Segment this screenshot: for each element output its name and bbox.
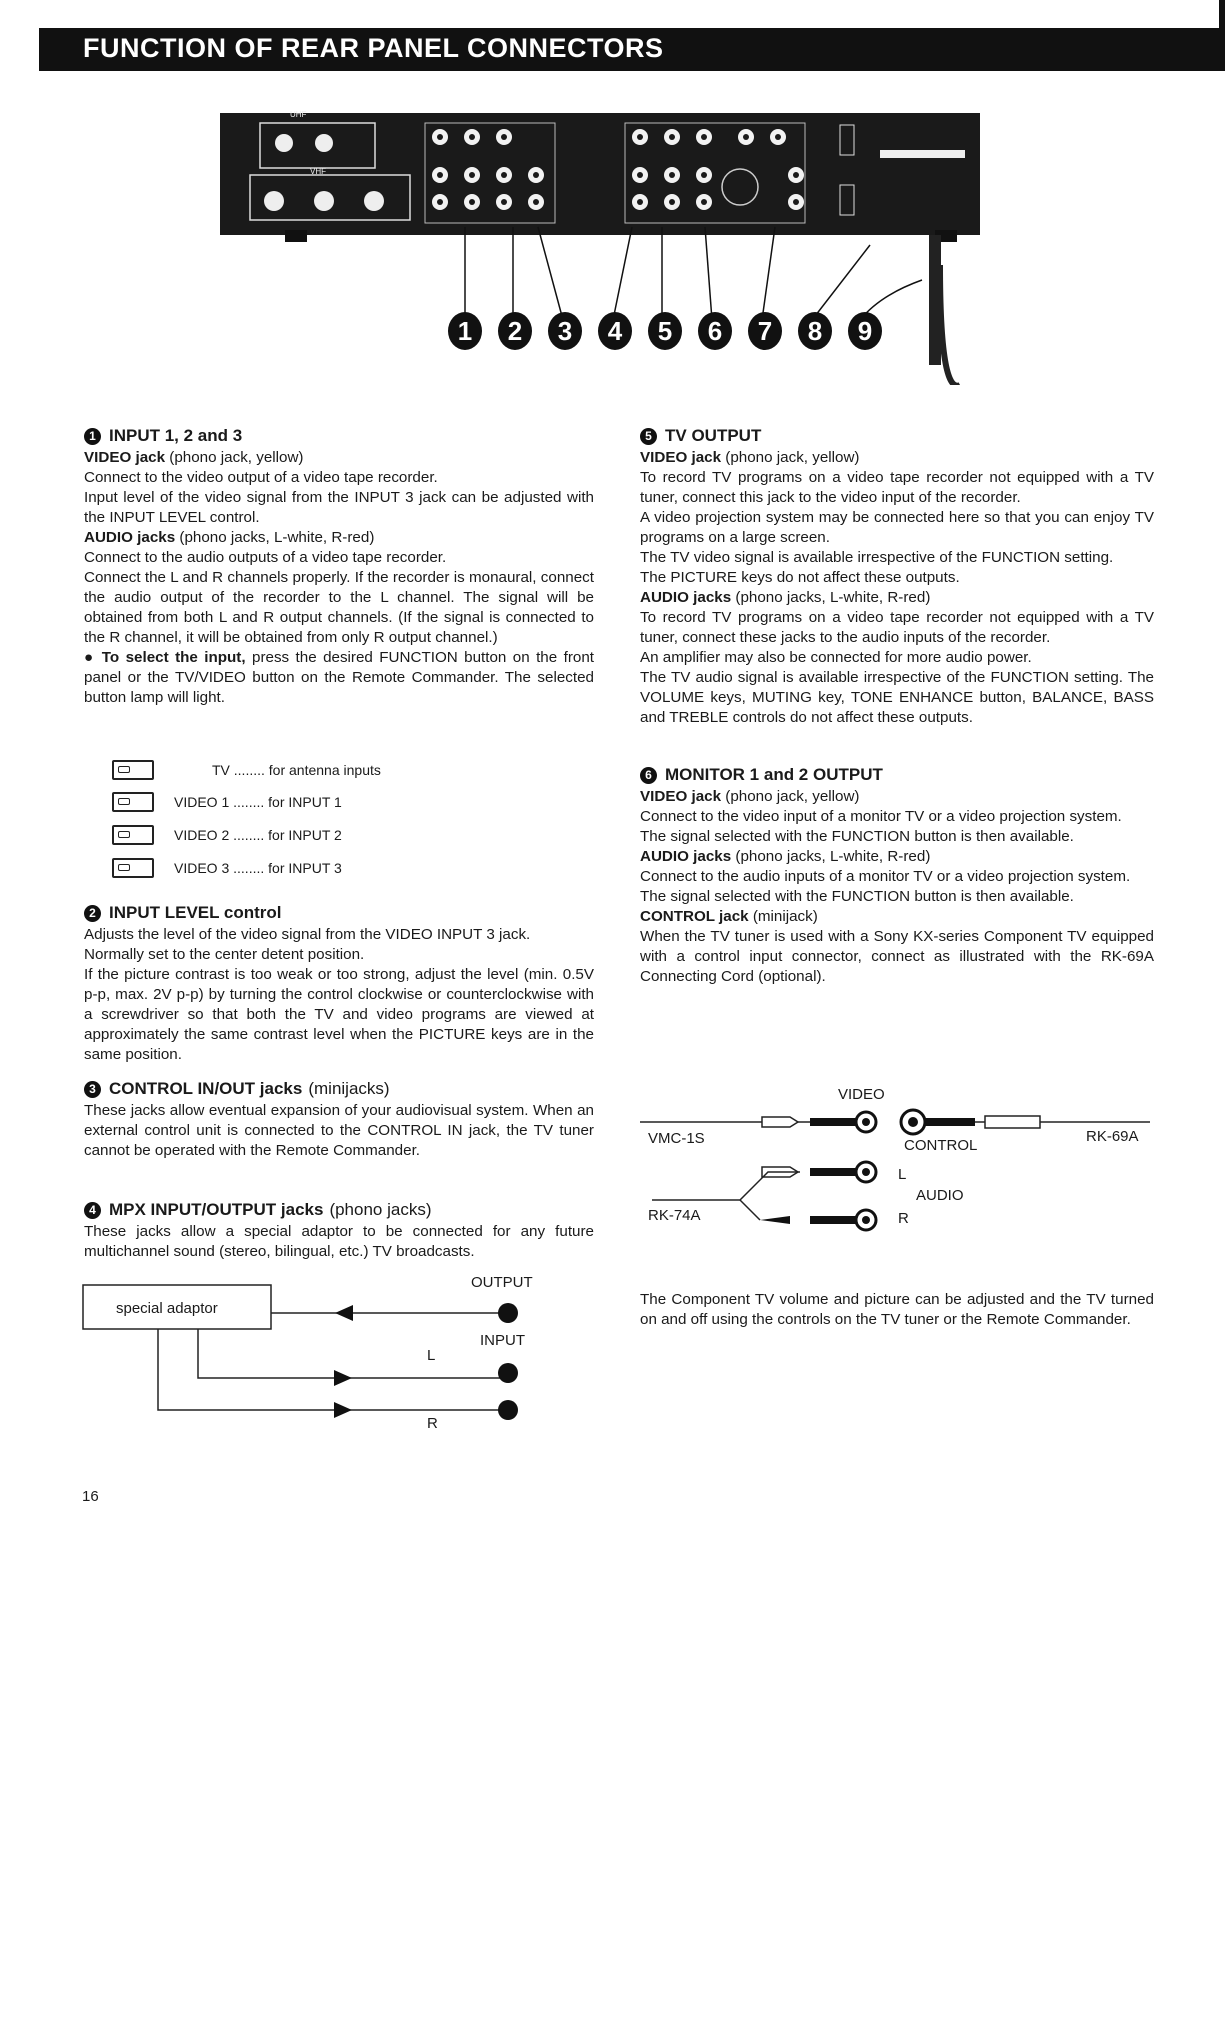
s6-paragraph: The signal selected with the FUNCTION button is then available.: [640, 888, 1074, 905]
s1-video-jack-desc: (phono jack, yellow): [165, 449, 304, 466]
function-button-label: VIDEO 2 ........ for INPUT 2: [174, 827, 342, 843]
section-3-number: 3: [84, 1081, 101, 1098]
s2-paragraph: If the picture contrast is too weak or too strong, adjust the level (min. 0.5V p-p, max. 2V p-p) by turning the control clockwise or counterclockwise with a screwdriver so that both the TV and video programs are viewed at approximately the same contrast level when the PICTURE keys are in the same position.: [84, 966, 594, 1063]
section-5-heading: [640, 426, 1154, 446]
callout-1: 1: [448, 312, 482, 350]
s3-paragraph: These jacks allow eventual expansion of your audiovisual system. When an external control unit is connected to the CONTROL IN jack, the TV tuner cannot be operated with the Remote Commander.: [84, 1102, 594, 1159]
callout-5: 5: [648, 312, 682, 350]
section-5-number: 5: [640, 428, 657, 445]
section-3-title: CONTROL IN/OUT jacks: [109, 1079, 303, 1098]
s1-audio-jacks: [84, 528, 594, 548]
l-audio-label: L: [898, 1166, 907, 1183]
s5-video-jack: [640, 448, 1154, 468]
s6-control-jack-term: CONTROL jack: [640, 908, 749, 925]
s1-audio-jacks-term: AUDIO jacks: [84, 529, 176, 546]
section-6: [640, 765, 1154, 987]
l-label: L: [427, 1347, 436, 1364]
section-3-heading: [84, 1079, 594, 1099]
s1-audio-jacks-desc: (phono jacks, L-white, R-red): [175, 529, 375, 546]
rk-69a-label: RK-69A: [1086, 1128, 1139, 1145]
s5-paragraph: The TV audio signal is available irrespective of the FUNCTION setting. The VOLUME keys, MUTING key, TONE ENHANCE button, BALANCE, BASS and TREBLE controls do not affect these outputs.: [640, 669, 1154, 726]
section-1-number: 1: [84, 428, 101, 445]
button-lamp-icon: [112, 792, 154, 812]
section-4-title-suffix: (phono jacks): [329, 1200, 432, 1219]
s5-paragraph: To record TV programs on a video tape recorder not equipped with a TV tuner, connect this jack to the video input of the recorder.: [640, 469, 1154, 506]
section-2-number: 2: [84, 905, 101, 922]
s6-paragraph: When the TV tuner is used with a Sony KX-series Component TV equipped with a control input connector, connect as illustrated with the RK-69A Connecting Cord (optional).: [640, 928, 1154, 985]
video-label: VIDEO: [838, 1086, 885, 1103]
s6-video-jack-term: VIDEO jack: [640, 788, 722, 805]
s1-paragraph: Connect to the audio outputs of a video tape recorder.: [84, 549, 447, 566]
function-button-tv: [112, 760, 381, 780]
callout-2: 2: [498, 312, 532, 350]
audio-label: AUDIO: [916, 1187, 964, 1204]
section-6-heading: [640, 765, 1154, 785]
s1-paragraph: Input level of the video signal from the INPUT 3 jack can be adjusted with the INPUT LEVEL control.: [84, 489, 594, 526]
button-lamp-icon: [112, 858, 154, 878]
section-2: [84, 903, 594, 1065]
s1-paragraph: Connect the L and R channels properly. If the recorder is monaural, connect the audio output of the recorder to the L channel. The signal will be obtained from both L and R output channels. (If the signal is connected to the R channel, it will be obtained from only R output channel.): [84, 569, 594, 646]
rk-74a-label: RK-74A: [648, 1207, 701, 1224]
section-1-title: INPUT 1, 2 and 3: [109, 426, 243, 445]
section-6-number: 6: [640, 767, 657, 784]
s5-paragraph: An amplifier may also be connected for more audio power.: [640, 649, 1032, 666]
s6-paragraph: Connect to the audio inputs of a monitor TV or a video projection system.: [640, 868, 1131, 885]
button-lamp-icon: [112, 825, 154, 845]
rear-panel-figure: [200, 95, 1025, 385]
callout-3: 3: [548, 312, 582, 350]
function-button-label: TV ........ for antenna inputs: [212, 762, 381, 778]
control-label: CONTROL: [904, 1137, 978, 1154]
section-2-title: INPUT LEVEL control: [109, 903, 282, 922]
page-title: FUNCTION OF REAR PANEL CONNECTORS: [83, 33, 664, 63]
function-button-video2: [112, 825, 342, 845]
s1-select-input: [84, 648, 594, 708]
callout-4: 4: [598, 312, 632, 350]
section-4: [84, 1200, 594, 1262]
vmc-1s-label: VMC-1S: [648, 1130, 705, 1147]
callout-8: 8: [798, 312, 832, 350]
s6-paragraph: The signal selected with the FUNCTION button is then available.: [640, 828, 1074, 845]
s6-paragraph: The Component TV volume and picture can be adjusted and the TV turned on and off using the controls on the TV tuner or the Remote Commander.: [640, 1291, 1154, 1328]
s1-select-input-term: ● To select the input,: [84, 649, 246, 666]
s6-control-jack-desc: (minijack): [748, 908, 818, 925]
callout-9: 9: [848, 312, 882, 350]
s6-control-jack: [640, 907, 1154, 927]
s5-audio-jacks-desc: (phono jacks, L-white, R-red): [731, 589, 931, 606]
section-1: [84, 426, 594, 708]
s1-video-jack: [84, 448, 594, 468]
s5-paragraph: To record TV programs on a video tape recorder not equipped with a TV tuner, connect these jacks to the audio inputs of the recorder.: [640, 609, 1154, 646]
s6-audio-jacks: [640, 847, 1154, 867]
vhf-label: VHF: [310, 167, 326, 176]
r-audio-label: R: [898, 1210, 909, 1227]
r-label: R: [427, 1415, 438, 1432]
section-1-heading: [84, 426, 594, 446]
s6-audio-jacks-desc: (phono jacks, L-white, R-red): [731, 848, 931, 865]
section-3-title-suffix: (minijacks): [308, 1079, 390, 1098]
section-3: [84, 1079, 594, 1161]
section-2-heading: [84, 903, 594, 923]
s6-paragraph: Connect to the video input of a monitor TV or a video projection system.: [640, 808, 1122, 825]
s6-audio-jacks-term: AUDIO jacks: [640, 848, 732, 865]
section-6-title: MONITOR 1 and 2 OUTPUT: [665, 765, 883, 784]
s5-paragraph: The PICTURE keys do not affect these outputs.: [640, 569, 960, 586]
s5-audio-jacks-term: AUDIO jacks: [640, 589, 732, 606]
s1-paragraph: Connect to the video output of a video tape recorder.: [84, 469, 438, 486]
title-bar: [39, 28, 1225, 71]
section-5-title: TV OUTPUT: [665, 426, 762, 445]
s6-video-jack-desc: (phono jack, yellow): [721, 788, 860, 805]
section-4-heading: [84, 1200, 594, 1220]
function-button-label: VIDEO 3 ........ for INPUT 3: [174, 860, 342, 876]
function-button-video1: [112, 792, 342, 812]
s4-paragraph: These jacks allow a special adaptor to be connected for any future multichannel sound (stereo, bilingual, etc.) TV broadcasts.: [84, 1223, 594, 1260]
function-button-video3: [112, 858, 342, 878]
uhf-label: UHF: [290, 110, 307, 119]
input-label: INPUT: [480, 1332, 525, 1349]
s5-video-jack-desc: (phono jack, yellow): [721, 449, 860, 466]
callout-6: 6: [698, 312, 732, 350]
section-4-title: MPX INPUT/OUTPUT jacks: [109, 1200, 324, 1219]
page-number: 16: [82, 1488, 99, 1505]
s5-audio-jacks: [640, 588, 1154, 608]
section-5: [640, 426, 1154, 728]
s2-paragraph: Normally set to the center detent position.: [84, 946, 365, 963]
s5-paragraph: A video projection system may be connected here so that you can enjoy TV programs on a large screen.: [640, 509, 1154, 546]
function-button-label: VIDEO 1 ........ for INPUT 1: [174, 794, 342, 810]
s1-video-jack-term: VIDEO jack: [84, 449, 166, 466]
s5-video-jack-term: VIDEO jack: [640, 449, 722, 466]
section-6-footer: [640, 1290, 1154, 1330]
output-label: OUTPUT: [471, 1274, 533, 1291]
button-lamp-icon: [112, 760, 154, 780]
callout-numbers: [448, 312, 882, 350]
s1-select-input-desc: press the desired FUNCTION button on the front panel or the TV/VIDEO button on the Remote Commander. The selected button lamp will light.: [84, 649, 594, 706]
callout-7: 7: [748, 312, 782, 350]
section-4-number: 4: [84, 1202, 101, 1219]
s6-video-jack: [640, 787, 1154, 807]
s2-paragraph: Adjusts the level of the video signal from the VIDEO INPUT 3 jack.: [84, 926, 531, 943]
special-adaptor-label: special adaptor: [116, 1300, 218, 1317]
s5-paragraph: The TV video signal is available irrespective of the FUNCTION setting.: [640, 549, 1114, 566]
